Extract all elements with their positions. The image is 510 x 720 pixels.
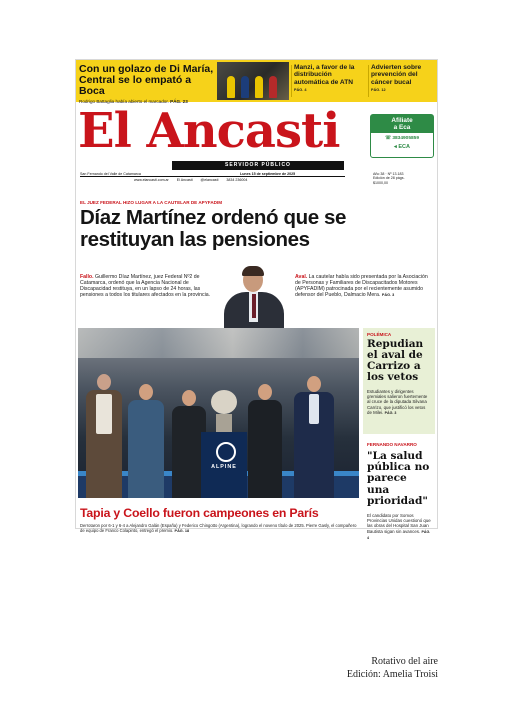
teaser-divider [368,65,369,97]
teaser-health[interactable] [371,64,435,92]
masthead-place: San Fernando del Valle de Catamarca [80,172,141,176]
person [246,378,284,498]
side1-page: PÁG. 3 [384,410,397,415]
side2-kicker: FERNANDO NAVARRO [367,442,417,447]
photo-story-caption: Derrotaron por 6-1 y 6-4 a Alejandro Galán (España) y Federico Chingotto (Argentina), logrando el noveno título de 2025. Pierre Gasly, el compañero de equipo de Franco Colapinto, entregó el premio. PÁG. 18 [80,523,357,533]
social-facebook: El Ancasti [176,178,193,182]
credit-program: Rotativo del aire [371,656,438,667]
alpine-logo-icon [216,442,236,462]
side2-headline: "La salud pública no parece una prioridad" [367,450,430,507]
teaser-sports-page: PÁG. 23 [170,99,188,104]
person [126,378,166,498]
teaser-health-page: PÁG. 12 [371,88,386,93]
photo-story-page: PÁG. 18 [174,529,190,533]
lead-right-text: La cautelar había sido presentada por la Asociación de Personas y Familiares de Discapacitados Motores (APYFADIM) patrocinada por el recientemente asumido defensor del Pueblo, Dalmacio Mera. [295,274,428,299]
lead-left-label: Fallo. [80,274,94,280]
lead-right-label: Aval. [295,274,308,280]
lead-right-column [295,274,433,298]
side2-page: PÁG. 4 [367,529,431,540]
masthead-logo: El Ancasti [78,103,340,159]
person [292,370,336,498]
eca-ad-brand: ECA [398,144,410,150]
side2-body: El candidato por Somos Provincias Unidas cuestionó que las obras del Hospital San Juan Bautista sigan sin avances. [367,513,431,534]
lead-right-page: PÁG. 3 [381,293,395,298]
podium-brand: ALPINE [211,464,237,470]
masthead-contacts [134,178,344,182]
masthead-tagline: SERVIDOR PÚBLICO [172,161,344,170]
teaser-politics-page: PÁG. 4 [294,88,307,93]
eca-ad[interactable] [370,114,434,158]
teaser-sports-sub: Rodrigo Battaglia había abierto el marcador. [79,99,169,104]
lead-left-text: Guillermo Díaz Martínez, juez Federal Nº2 de Catamarca, ordenó que la Agencia Nacional de Discapacidad restituya, en un lapso de 24 horas, las pensiones a todos los titulares afectados en la provincia. [80,274,211,299]
teaser-bar [76,60,437,102]
lead-left-column [80,274,214,298]
judge-portrait [216,264,292,326]
masthead-phone: 3834 236004 [226,178,248,182]
side1-kicker: POLÉMICA [367,332,392,337]
padel-trophy-photo [78,328,359,498]
side1-headline: Repudian el aval de Carrizo a los vetos [367,338,424,383]
teaser-politics-headline: Manzi, a favor de la distribución automática de ATN [294,64,355,86]
masthead-date: Lunes 15 de septiembre de 2025 [240,172,296,176]
eca-ad-line1: Afiliate [391,117,413,124]
social-instagram: @elancasti [200,178,219,182]
lead-headline[interactable]: Díaz Martínez ordenó que se restituyan las pensiones [80,206,347,251]
trophy [211,390,237,438]
newspaper-front-page [76,60,437,540]
whatsapp-icon: ☏ [384,136,391,141]
lead-kicker: EL JUEZ FEDERAL HIZO LUGAR A LA CAUTELAR DE APYFADIM [80,200,223,205]
teaser-divider [291,65,292,97]
eca-ad-phone: 3834905859 [392,136,420,141]
teaser-sports[interactable] [79,64,215,104]
side1-body: Estudiantes y dirigentes gremiales salieron fuertemente al cruce de la diputada Silvana Carrizo, que justificó los vetos de Milei. [367,389,428,415]
side-story-navarro[interactable] [363,438,435,541]
person [84,368,124,498]
teaser-sports-headline: Con un golazo de Di María, Central se lo empató a Boca [79,63,214,97]
masthead-web: www.elancasti.com.ar [134,178,169,182]
eca-logo-icon: ◂ [394,144,397,150]
photo-story-headline[interactable]: Tapia y Coello fueron campeones en París [80,506,319,520]
side-story-polemica[interactable] [363,328,435,434]
edition-info: Año 38 · Nº 13.183 Edición de 28 págs. $1000,00 [373,172,405,185]
eca-ad-line2: a Eca [393,124,411,131]
teaser-health-headline: Advierten sobre prevención del cáncer bucal [371,64,422,86]
masthead-rule [80,176,345,177]
podium [201,432,247,498]
teaser-politics[interactable] [294,64,366,92]
teaser-sports-photo [217,62,289,100]
credit-editor: Edición: Amelia Troisi [346,669,438,680]
